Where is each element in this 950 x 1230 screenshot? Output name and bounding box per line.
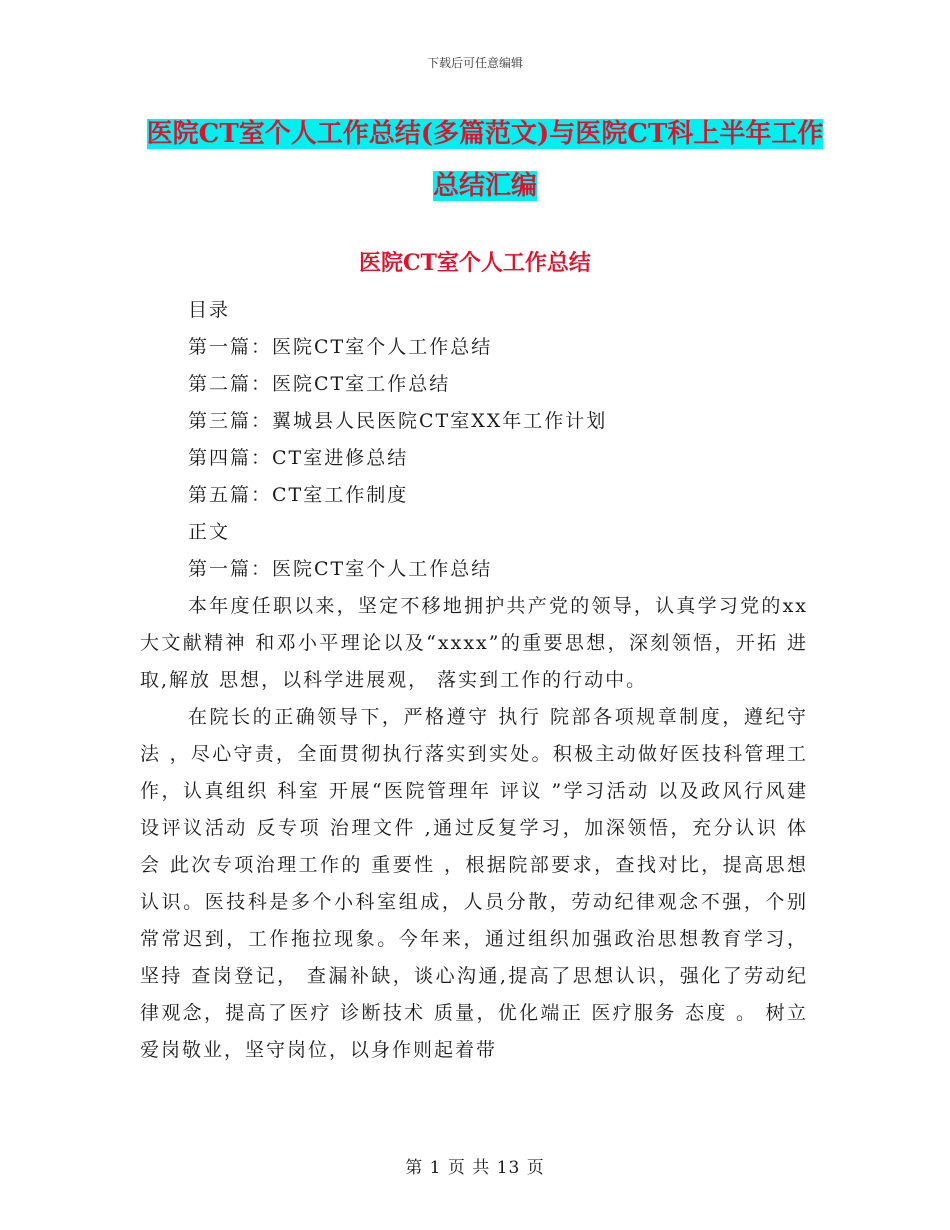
page-footer: 第 1 页 共 13 页	[405, 1158, 545, 1178]
toc-item: 第三篇：翼城县人民医院CT室XX年工作计划	[188, 410, 608, 432]
toc-item: 第二篇：医院CT室工作总结	[188, 373, 451, 395]
toc-heading: 目录	[188, 299, 231, 321]
toc-item: 第一篇：医院CT室个人工作总结	[188, 336, 493, 358]
toc-item: 第四篇：CT室进修总结	[188, 447, 409, 469]
first-article-heading: 第一篇：医院CT室个人工作总结	[188, 558, 493, 580]
table-of-contents	[188, 292, 828, 588]
body-heading: 正文	[188, 521, 231, 543]
toc-item: 第五篇：CT室工作制度	[188, 484, 409, 506]
document-title-text: 医院CT室个人工作总结(多篇范文)与医院CT科上半年工作总结汇编	[146, 119, 824, 201]
paragraph: 本年度任职以来，坚定不移地拥护共产党的领导，认真学习党的xx大文献精神 和邓小平理论以及“xxxx”的重要思想，深刻领悟，开拓 进取,解放 思想，以科学进展观， 落实到工作的行动中。	[140, 595, 808, 691]
header-note: 下载后可任意编辑	[426, 56, 523, 70]
section-title: 医院CT室个人工作总结	[359, 250, 591, 276]
document-title	[140, 108, 830, 212]
body-text	[140, 588, 808, 1069]
paragraph: 在院长的正确领导下，严格遵守 执行 院部各项规章制度，遵纪守法 ，尽心守责，全面贯彻执行落实到实处。积极主动做好医技科管理工作，认真组织 科室 开展“医院管理年 评议 ”学习活动 以及政风行风建设评议活动 反专项 治理文件 ,通过反复学习，加深领悟，充分认识 体会 此次专项治理工作的 重要性 ，根据院部要求，查找对比，提高思想认识。医技科是多个小科室组成，人员分散，劳动纪律观念不强，个别常常迟到，工作拖拉现象。今年来，通过组织加强政治思想教育学习， 坚持 查岗登记， 查漏补缺，谈心沟通,提高了思想认识，强化了劳动纪律观念，提高了医疗 诊断技术 质量，优化端正 医疗服务 态度 。 树立 爱岗敬业，坚守岗位，以身作则起着带	[140, 706, 808, 1061]
